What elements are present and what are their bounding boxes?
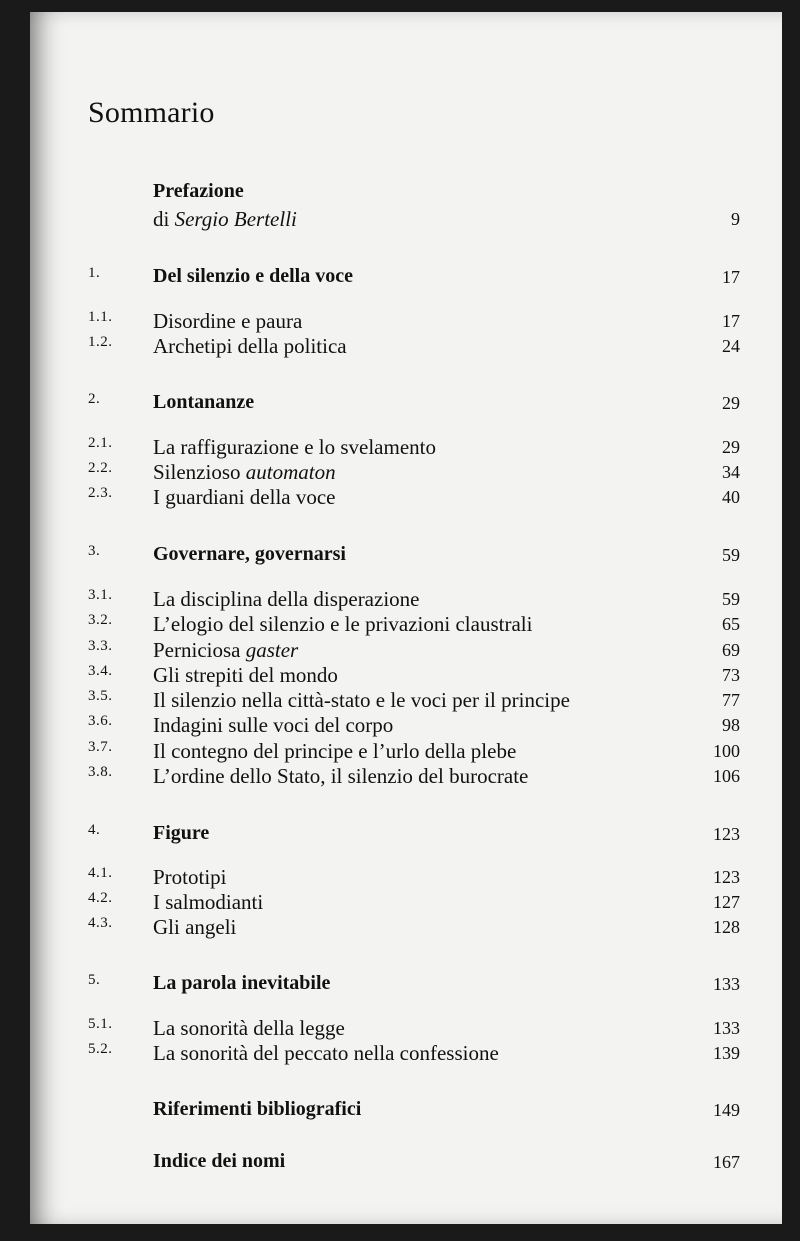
toc-entry-title: Il contegno del principe e l’urlo della plebe bbox=[153, 739, 517, 763]
toc-entry-title bbox=[153, 207, 297, 232]
toc-entry bbox=[30, 713, 782, 739]
page-title: Sommario bbox=[88, 96, 215, 129]
toc-entry bbox=[30, 739, 782, 765]
toc-entry bbox=[30, 587, 782, 613]
toc-entry bbox=[30, 1041, 782, 1067]
toc-entry-number: 4.1. bbox=[88, 865, 113, 881]
toc-entry-title: Riferimenti bibliografici bbox=[153, 1098, 362, 1120]
toc-entry-title: Figure bbox=[153, 822, 210, 844]
toc-entry bbox=[30, 1098, 782, 1124]
toc-entry-number: 1.1. bbox=[88, 309, 113, 325]
toc-entry bbox=[30, 265, 782, 291]
toc-entry-title: L’ordine dello Stato, il silenzio del burocrate bbox=[153, 764, 529, 788]
toc-entry-page-number: 139 bbox=[713, 1043, 740, 1063]
toc-entry-number: 2.1. bbox=[88, 435, 113, 451]
toc-entry bbox=[30, 435, 782, 461]
toc-entry-title-text: Silenzioso bbox=[153, 460, 246, 484]
toc-entry-page-number: 77 bbox=[722, 690, 740, 710]
toc-entry-title: I salmodianti bbox=[153, 890, 264, 914]
toc-entry-page-number: 9 bbox=[731, 209, 740, 229]
toc-entry-title: Archetipi della politica bbox=[153, 334, 347, 358]
toc-entry-title: La sonorità del peccato nella confessione bbox=[153, 1041, 499, 1065]
toc-entry-number: 3.6. bbox=[88, 713, 113, 729]
toc-entry-page-number: 123 bbox=[713, 867, 740, 887]
toc-entry bbox=[30, 1150, 782, 1176]
toc-entry-title: Indagini sulle voci del corpo bbox=[153, 713, 394, 737]
toc-entry bbox=[30, 612, 782, 638]
toc-entry-number: 2. bbox=[88, 391, 101, 407]
toc-entry-page-number: 123 bbox=[713, 824, 740, 844]
toc-entry-title: L’elogio del silenzio e le privazioni claustrali bbox=[153, 612, 533, 636]
toc-entry-page-number: 100 bbox=[713, 741, 740, 761]
toc-entry bbox=[30, 391, 782, 417]
toc-entry bbox=[30, 764, 782, 790]
toc-entry-page-number: 65 bbox=[722, 614, 740, 634]
toc-entry-title-italic: automaton bbox=[245, 460, 336, 484]
toc-entry-title-text: Perniciosa bbox=[153, 638, 246, 662]
toc-entry-title-italic: Sergio Bertelli bbox=[174, 207, 297, 231]
toc-entry-number: 3.3. bbox=[88, 638, 113, 654]
toc-entry-page-number: 24 bbox=[722, 336, 740, 356]
toc-entry bbox=[30, 543, 782, 569]
toc-entry-number: 3.4. bbox=[88, 663, 113, 679]
toc-entry-page-number: 133 bbox=[713, 1018, 740, 1038]
toc-entry-page-number: 29 bbox=[722, 393, 740, 413]
toc-entry-title: Il silenzio nella città-stato e le voci per il principe bbox=[153, 688, 570, 712]
toc-entry-number: 4.3. bbox=[88, 915, 113, 931]
toc-entry-title: Disordine e paura bbox=[153, 309, 303, 333]
toc-entry-number: 3. bbox=[88, 543, 101, 559]
toc-entry-title: Indice dei nomi bbox=[153, 1150, 286, 1172]
toc-entry-number: 5.1. bbox=[88, 1016, 113, 1032]
toc-entry bbox=[30, 663, 782, 689]
toc-entry-title: Prototipi bbox=[153, 865, 227, 889]
toc-entry bbox=[30, 865, 782, 891]
toc-entry bbox=[30, 207, 782, 233]
toc-entry-number: 3.8. bbox=[88, 764, 113, 780]
toc-entry-page-number: 40 bbox=[722, 487, 740, 507]
toc-entry-number: 5. bbox=[88, 972, 101, 988]
toc-entry-page-number: 69 bbox=[722, 640, 740, 660]
toc-entry-page-number: 29 bbox=[722, 437, 740, 457]
toc-entry-title: La sonorità della legge bbox=[153, 1016, 345, 1040]
toc-entry bbox=[30, 890, 782, 916]
toc-entry-title bbox=[153, 638, 298, 663]
toc-entry-page-number: 98 bbox=[722, 715, 740, 735]
toc-entry bbox=[30, 688, 782, 714]
toc-entry-number: 3.5. bbox=[88, 688, 113, 704]
toc-entry-number: 5.2. bbox=[88, 1041, 113, 1057]
toc-entry bbox=[30, 822, 782, 848]
toc-entry bbox=[30, 972, 782, 998]
toc-entry-page-number: 149 bbox=[713, 1100, 740, 1120]
toc-entry bbox=[30, 915, 782, 941]
toc-entry bbox=[30, 1016, 782, 1042]
toc-entry-title: La disciplina della disperazione bbox=[153, 587, 420, 611]
toc-entry-page-number: 127 bbox=[713, 892, 740, 912]
toc-entry bbox=[30, 334, 782, 360]
toc-entry-page-number: 73 bbox=[722, 665, 740, 685]
book-page bbox=[30, 12, 782, 1224]
toc-entry-title: Governare, governarsi bbox=[153, 543, 346, 565]
toc-entry-title: La raffigurazione e lo svelamento bbox=[153, 435, 436, 459]
toc-entry-number: 3.1. bbox=[88, 587, 113, 603]
toc-entry-page-number: 59 bbox=[722, 545, 740, 565]
toc-entry bbox=[30, 180, 782, 206]
toc-entry-number: 1. bbox=[88, 265, 101, 281]
toc-entry-page-number: 133 bbox=[713, 974, 740, 994]
toc-entry-title: Lontananze bbox=[153, 391, 255, 413]
toc-entry-title: Gli strepiti del mondo bbox=[153, 663, 338, 687]
toc-entry-title bbox=[153, 460, 336, 485]
toc-entry-number: 4.2. bbox=[88, 890, 113, 906]
toc-entry-page-number: 59 bbox=[722, 589, 740, 609]
toc-entry-page-number: 167 bbox=[713, 1152, 740, 1172]
toc-entry-number: 3.2. bbox=[88, 612, 113, 628]
toc-entry bbox=[30, 309, 782, 335]
toc-entry-page-number: 34 bbox=[722, 462, 740, 482]
toc-entry bbox=[30, 460, 782, 486]
toc-entry-title-italic: gaster bbox=[245, 638, 299, 662]
toc-entry-page-number: 128 bbox=[713, 917, 740, 937]
toc-entry bbox=[30, 638, 782, 664]
toc-entry bbox=[30, 485, 782, 511]
toc-entry-page-number: 17 bbox=[722, 311, 740, 331]
toc-entry-page-number: 106 bbox=[713, 766, 740, 786]
toc-entry-title-text: di bbox=[153, 207, 175, 231]
toc-entry-page-number: 17 bbox=[722, 267, 740, 287]
toc-entry-title: Gli angeli bbox=[153, 915, 237, 939]
toc-entry-title: Prefazione bbox=[153, 180, 244, 202]
toc-entry-number: 1.2. bbox=[88, 334, 113, 350]
toc-entry-number: 2.3. bbox=[88, 485, 113, 501]
toc-entry-title: I guardiani della voce bbox=[153, 485, 336, 509]
table-of-contents bbox=[30, 12, 782, 1224]
toc-entry-number: 3.7. bbox=[88, 739, 113, 755]
toc-entry-number: 2.2. bbox=[88, 460, 113, 476]
toc-entry-title: Del silenzio e della voce bbox=[153, 265, 353, 287]
toc-entry-number: 4. bbox=[88, 822, 101, 838]
toc-entry-title: La parola inevitabile bbox=[153, 972, 331, 994]
